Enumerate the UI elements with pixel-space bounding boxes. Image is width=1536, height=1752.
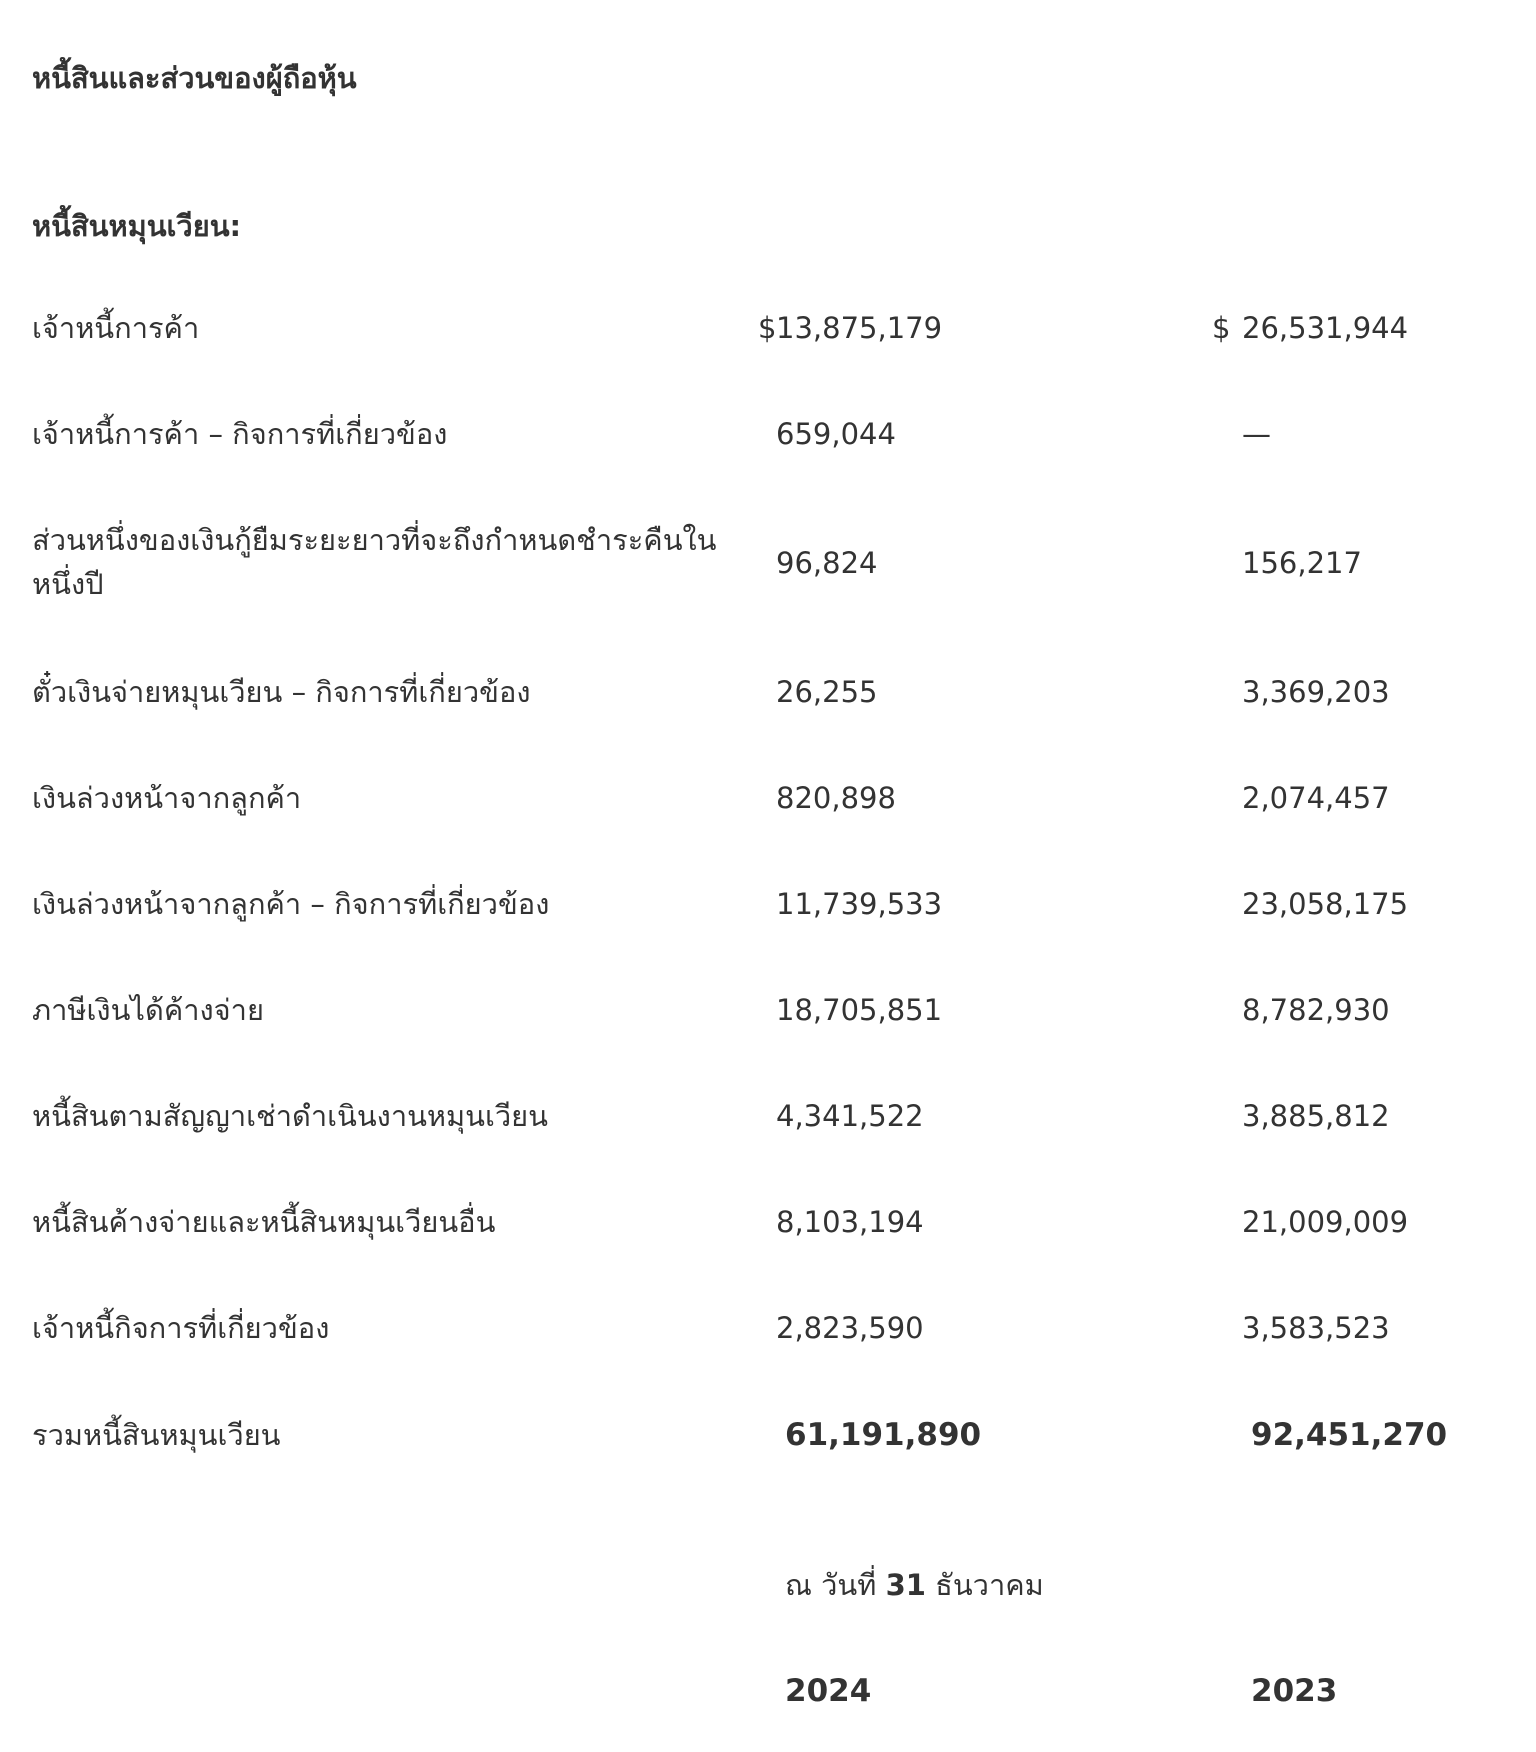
row-label: หนี้สินค้างจ่ายและหนี้สินหมุนเวียนอื่น [32, 1205, 496, 1239]
section-title: หนี้สินและส่วนของผู้ถือหุ้น [32, 61, 357, 95]
value-2023: 26,531,944 [1242, 311, 1409, 345]
value-2024: 2,823,590 [776, 1311, 924, 1345]
date-month: ธันวาคม [935, 1568, 1044, 1602]
total-2024: 61,191,890 [785, 1417, 982, 1453]
value-2023: 3,369,203 [1242, 675, 1390, 709]
row-label: เจ้าหนี้การค้า [32, 311, 200, 345]
total-2023: 92,451,270 [1251, 1417, 1448, 1453]
value-2023: 3,885,812 [1242, 1099, 1390, 1133]
value-2023: 23,058,175 [1242, 887, 1409, 921]
value-2023: 8,782,930 [1242, 993, 1390, 1027]
value-2024: 8,103,194 [776, 1205, 924, 1239]
total-label: รวมหนี้สินหมุนเวียน [32, 1418, 281, 1452]
year-2024-header: 2024 [785, 1673, 872, 1709]
value-2024: 96,824 [776, 546, 878, 580]
currency-symbol: $ [758, 311, 777, 345]
row-label: ภาษีเงินได้ค้างจ่าย [32, 993, 264, 1027]
value-2024: 26,255 [776, 675, 878, 709]
value-2024: 820,898 [776, 781, 896, 815]
value-2023: 3,583,523 [1242, 1311, 1390, 1345]
row-label: เจ้าหนี้กิจการที่เกี่ยวข้อง [32, 1311, 330, 1345]
value-2023: 21,009,009 [1242, 1205, 1409, 1239]
date-header [785, 1563, 1044, 1607]
value-2023: 2,074,457 [1242, 781, 1390, 815]
date-prefix: ณ วันที่ [785, 1568, 877, 1602]
value-2024: 13,875,179 [776, 311, 943, 345]
row-label: ตั๋วเงินจ่ายหมุนเวียน – กิจการที่เกี่ยวข้อง [32, 675, 531, 709]
currency-symbol: $ [1212, 311, 1231, 345]
value-2024: 4,341,522 [776, 1099, 924, 1133]
value-2024: 659,044 [776, 417, 896, 451]
row-label: เงินล่วงหน้าจากลูกค้า – กิจการที่เกี่ยวข้อง [32, 887, 550, 921]
row-label: หนี้สินตามสัญญาเช่าดำเนินงานหมุนเวียน [32, 1099, 548, 1133]
value-2023: 156,217 [1242, 546, 1362, 580]
value-2023: — [1242, 417, 1271, 451]
value-2024: 11,739,533 [776, 887, 943, 921]
year-2023-header: 2023 [1251, 1673, 1338, 1709]
subsection-title: หนี้สินหมุนเวียน: [32, 209, 242, 243]
date-day: 31 [885, 1568, 926, 1602]
row-label: ส่วนหนึ่งของเงินกู้ยืมระยะยาวที่จะถึงกำหนดชำระคืนในหนึ่งปี [32, 523, 717, 601]
row-label: เจ้าหนี้การค้า – กิจการที่เกี่ยวข้อง [32, 417, 448, 451]
row-label: เงินล่วงหน้าจากลูกค้า [32, 781, 302, 815]
value-2024: 18,705,851 [776, 993, 943, 1027]
